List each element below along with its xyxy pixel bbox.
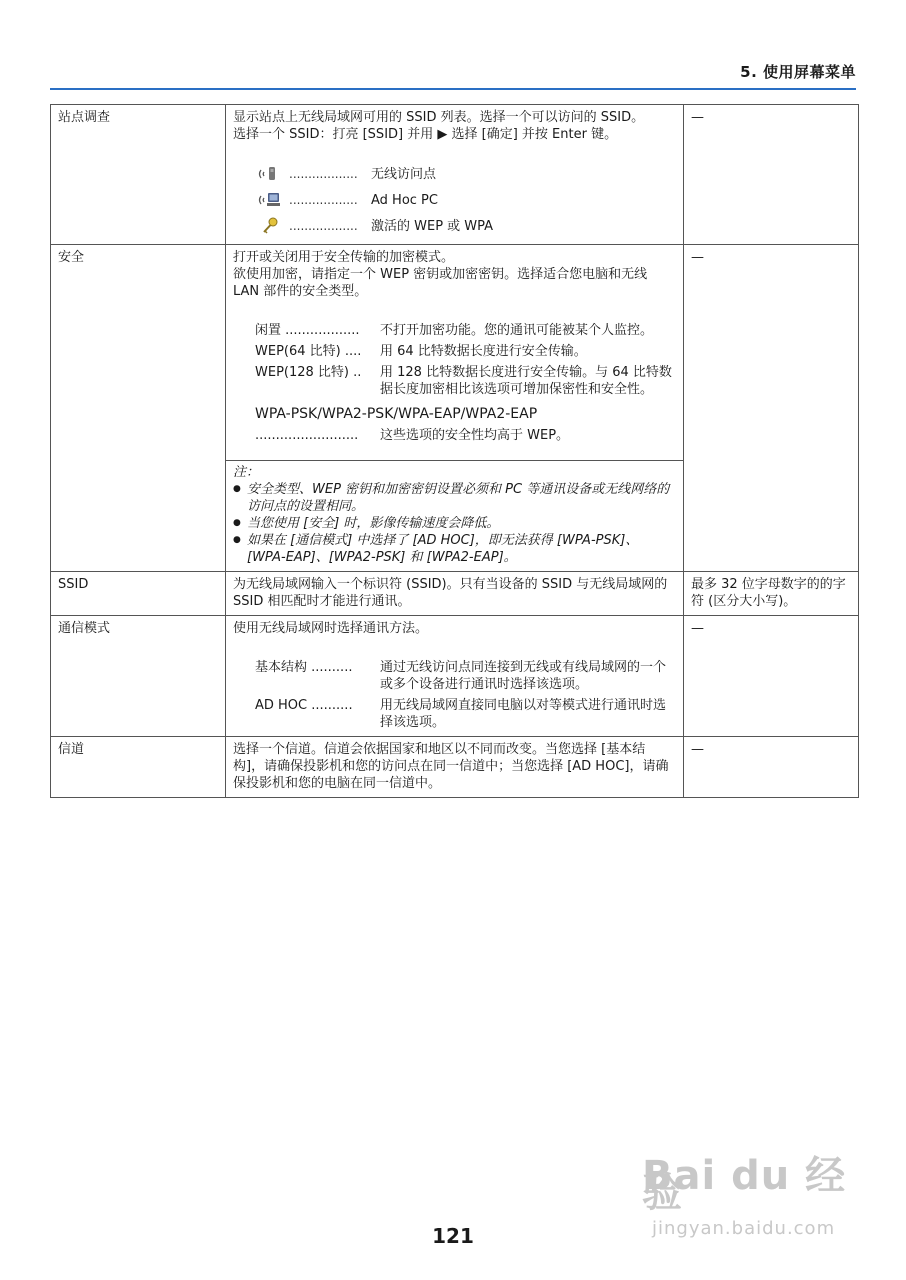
key-icon xyxy=(255,215,289,237)
description-text: 显示站点上无线局域网可用的 SSID 列表。选择一个可以访问的 SSID。 xyxy=(233,110,645,125)
description-text: 选择一个 SSID：打亮 [SSID] 并用 ▶ 选择 [确定] 并按 Enter 键。 xyxy=(233,127,618,142)
setting-name: 通信模式 xyxy=(51,616,226,737)
leader-dots: .................. xyxy=(289,218,358,233)
setting-value: — xyxy=(684,737,859,798)
setting-value: 最多 32 位字母数字的的字符 (区分大小写)。 xyxy=(684,572,859,616)
setting-description: 为无线局域网输入一个标识符 (SSID)。只有当设备的 SSID 与无线局域网的 SSID 相匹配时才能进行通讯。 xyxy=(226,572,684,616)
option-item xyxy=(255,427,676,444)
option-key: 基本结构 .......... xyxy=(255,660,353,675)
description-text: 使用无线局域网时选择通讯方法。 xyxy=(233,621,429,636)
wireless-access-point-icon xyxy=(255,163,289,185)
note-item: ● 当您使用 [安全] 时，影像传输速度会降低。 xyxy=(233,515,676,532)
page-number: 121 xyxy=(432,1224,474,1248)
setting-description xyxy=(226,105,684,245)
wpa-options-label: WPA-PSK/WPA2-PSK/WPA-EAP/WPA2-EAP xyxy=(255,406,538,422)
option-value: 通过无线访问点同连接到无线或有线局域网的一个或多个设备进行通讯时选择该选项。 xyxy=(380,660,667,692)
option-key: 闲置 .................. xyxy=(255,323,360,338)
setting-value: — xyxy=(684,245,859,572)
header-rule xyxy=(50,88,856,90)
setting-value: — xyxy=(684,105,859,245)
setting-name: SSID xyxy=(51,572,226,616)
settings-table xyxy=(50,104,859,798)
option-value: 用 64 比特数据长度进行安全传输。 xyxy=(380,344,587,359)
option-item xyxy=(255,364,676,398)
note-item: ● 安全类型、WEP 密钥和加密密钥设置必须和 PC 等通讯设备或无线网络的访问点的设置相同。 xyxy=(233,481,676,515)
leader-dots: .................. xyxy=(289,192,358,207)
setting-description xyxy=(226,245,684,572)
option-key: AD HOC .......... xyxy=(255,698,353,713)
option-item xyxy=(255,659,676,693)
ad-hoc-pc-icon xyxy=(255,189,289,211)
setting-name: 站点调查 xyxy=(51,105,226,245)
option-value: 用 128 比特数据长度进行安全传输。与 64 比特数据长度加密相比该选项可增加保密性和安全性。 xyxy=(380,365,672,397)
setting-description: 选择一个信道。信道会依据国家和地区以不同而改变。当您选择 [基本结构]，请确保投影机和您的访问点在同一信道中；当您选择 [AD HOC]，请确保投影机和您的电脑在同一信道中。 xyxy=(226,737,684,798)
watermark-text: Bai du 经验 xyxy=(642,1153,847,1216)
setting-name: 安全 xyxy=(51,245,226,572)
legend-label: 激活的 WEP 或 WPA xyxy=(371,218,494,234)
chapter-title: 5. 使用屏幕菜单 xyxy=(740,63,856,81)
option-item xyxy=(255,322,676,339)
option-key: WEP(64 比特) .... xyxy=(255,344,362,359)
row-site-survey xyxy=(51,105,859,245)
setting-description xyxy=(226,616,684,737)
setting-name: 信道 xyxy=(51,737,226,798)
legend-label: 无线访问点 xyxy=(371,166,437,182)
option-value: 这些选项的安全性均高于 WEP。 xyxy=(380,428,570,443)
option-item xyxy=(255,343,676,360)
option-value: 不打开加密功能。您的通讯可能被某个人监控。 xyxy=(380,323,654,338)
row-security xyxy=(51,245,859,572)
leader-dots: ......................... xyxy=(255,428,359,443)
row-communication-mode xyxy=(51,616,859,737)
watermark-logo xyxy=(642,1140,857,1250)
leader-dots: .................. xyxy=(289,166,358,181)
note-list xyxy=(233,481,676,566)
legend-item xyxy=(255,213,676,239)
note-title: 注： xyxy=(233,465,260,480)
legend-label: Ad Hoc PC xyxy=(371,192,438,208)
note-box xyxy=(226,460,683,566)
option-item xyxy=(255,697,676,731)
watermark-url: jingyan.baidu.com xyxy=(652,1218,836,1239)
legend-item xyxy=(255,187,676,213)
option-key: WEP(128 比特) .. xyxy=(255,365,362,380)
note-item: ● 如果在 [通信模式] 中选择了 [AD HOC]，即无法获得 [WPA-PSK]、[WPA-EAP]、[WPA2-PSK] 和 [WPA2-EAP]。 xyxy=(233,532,676,566)
row-ssid xyxy=(51,572,859,616)
legend-item xyxy=(255,161,676,187)
description-text: 欲使用加密，请指定一个 WEP 密钥或加密密钥。选择适合您电脑和无线 LAN 部件的安全类型。 xyxy=(233,267,648,299)
option-value: 用无线局域网直接同电脑以对等模式进行通讯时选择该选项。 xyxy=(380,698,667,730)
row-channel xyxy=(51,737,859,798)
description-text: 打开或关闭用于安全传输的加密模式。 xyxy=(233,250,455,265)
setting-value: — xyxy=(684,616,859,737)
